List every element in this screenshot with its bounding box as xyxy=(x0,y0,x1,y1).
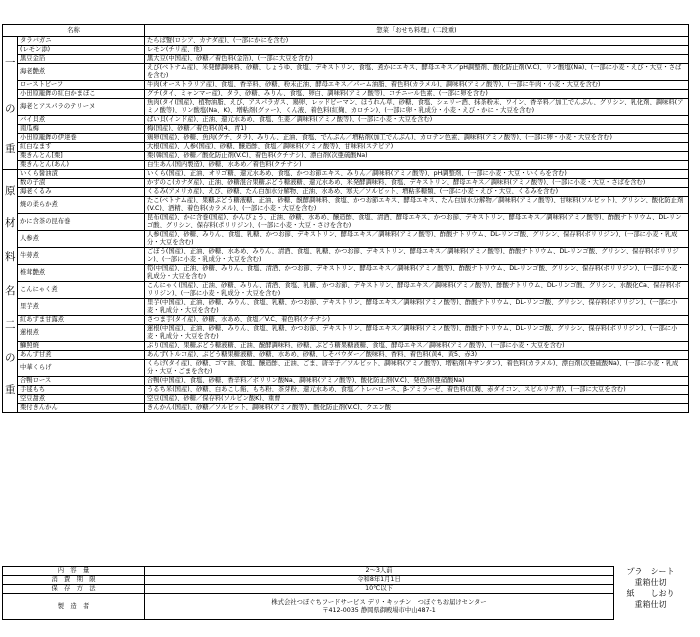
tier2-section-label xyxy=(3,170,18,413)
header-row xyxy=(3,25,689,37)
tier1-section-char: 一 xyxy=(5,57,16,69)
item-name: 中華くらげ xyxy=(18,360,145,377)
item-name: 栗きんとん[栗] xyxy=(18,152,145,161)
item-ingredients: 大根(国産)、人参(国産)、砂糖、醸造酢、食塩／調味料(アミノ酸等)、甘味料(ステビア) xyxy=(145,143,689,152)
ingredient-row xyxy=(3,55,689,64)
item-ingredients: レモン(チリ産、他) xyxy=(145,46,689,55)
item-ingredients: かずのこ(カナダ産)、正油、砂糖混合果糖ぶどう糖液糖、還元水あめ、米発酵調味料、食塩、デキストリン、酵母エキス／調味料(アミノ酸等)、(一部に小麦・大豆・さばを含む) xyxy=(145,179,689,188)
packaging-note-3: 紙 しおり xyxy=(626,589,675,598)
item-ingredients: 栗(韓国産)、砂糖／酸化防止剤(V.C)、着色料(クチナシ)、漂白剤(次亜硫酸Na) xyxy=(145,152,689,161)
packaging-note-4: 重箱仕切 xyxy=(634,600,667,609)
item-ingredients: 牛肉(オーストラリア産)、食塩、香辛料、砂糖、粉末正油、酵母エキス／パーム油脂、着色料(カラメル)、調味料(アミノ酸等)、(一部に牛肉・小麦・大豆を含む) xyxy=(145,81,689,90)
ingredient-row xyxy=(3,99,689,116)
item-name: 空豆甜煮 xyxy=(18,395,145,404)
maker-label: 製 造 者 xyxy=(3,594,145,620)
ingredient-row xyxy=(3,197,689,214)
item-name: バイ貝煮 xyxy=(18,116,145,125)
footer-table xyxy=(2,566,614,620)
item-ingredients: 鶏卵(国産)、砂糖、魚肉(グチ、タラ)、みりん、正油、食塩、でんぷん／増粘剤(加工でんぷん)、カロテン色素、調味料(アミノ酸等)、(一部に卵・小麦・大豆を含む) xyxy=(145,134,689,143)
ingredient-row xyxy=(3,360,689,377)
item-name: 黒豆金箔 xyxy=(18,55,145,64)
item-ingredients: 黒大豆(中国産)、砂糖／着色料(金箔)、(一部に大豆を含む) xyxy=(145,55,689,64)
ingredient-row xyxy=(3,170,689,179)
maker-address: 〒412-0035 静岡県御殿場市中山487-1 xyxy=(322,606,436,614)
ingredient-row xyxy=(3,299,689,316)
item-name: 栗付きんかん xyxy=(18,404,145,413)
item-ingredients: たらば蟹(ロシア、カナダ産)、(一部にかにを含む) xyxy=(145,37,689,46)
maker-info xyxy=(145,594,614,620)
item-name: いくら醤油漬 xyxy=(18,170,145,179)
ingredient-row xyxy=(3,325,689,342)
item-name: 里芋煮 xyxy=(18,299,145,316)
item-name: 海老艶煮 xyxy=(18,64,145,81)
ingredient-row xyxy=(3,116,689,125)
ingredient-row xyxy=(3,188,689,197)
content-amount-label: 内 容 量 xyxy=(3,567,145,576)
ingredient-row xyxy=(3,386,689,395)
tier2-section-char: 料 xyxy=(5,251,16,263)
ingredient-row xyxy=(3,179,689,188)
item-ingredients: ばい貝(インド産)、正油、還元水あめ、食塩、生姜／調味料(アミノ酸等)、(一部に小麦・大豆を含む) xyxy=(145,116,689,125)
tier2-section-char: 材 xyxy=(5,217,16,229)
name-column-header: 名称 xyxy=(3,25,145,37)
ingredient-row xyxy=(3,143,689,152)
expiry-value: 令和8年1月1日 xyxy=(145,576,614,585)
ingredient-row xyxy=(3,265,689,282)
item-ingredients: ごぼう(国産)、正油、砂糖、水あめ、みりん、清酒、食塩、乳糖、かつお節、デキストリン、酵母エキス／調味料(アミノ酸等)、酢酸ナトリウム、DL-リンゴ酸、グリシン、保存料(ポリリジン)、(一部に小麦・乳成分・大豆を含む) xyxy=(145,248,689,265)
item-ingredients: たこ(ベトナム産)、果糖ぶどう糖液糖、正油、砂糖、醗酵調味料、食塩、かつお節エキス、酵母エキス、たん白加水分解物／調味料(アミノ酸等)、甘味料(ソルビット)、グリシン、酸化防止剤(V.C)、酒精、着色料(カラメル)、(一部に小麦・大豆を含む) xyxy=(145,197,689,214)
item-name: 紅白なます xyxy=(18,143,145,152)
ingredient-table xyxy=(2,24,689,413)
item-name: 蓮根煮 xyxy=(18,325,145,342)
item-ingredients: こんにゃく(国産)、正油、砂糖、みりん、清酒、食塩、乳糖、かつお節、デキストリン、酵母エキス／調味料(アミノ酸等)、酢酸ナトリウム、DL-リンゴ酸、グリシン、水酸化Ca、保存料(ポリリジン)、(一部に小麦・乳成分・大豆を含む) xyxy=(145,282,689,299)
item-name: 栗きんとん(あん) xyxy=(18,161,145,170)
ingredient-row xyxy=(3,351,689,360)
item-name: 椎茸艶煮 xyxy=(18,265,145,282)
item-ingredients: くるみ(アメリカ産)、えび、砂糖、たん白加水分解物、正油、水あめ、寒天／ソルビット、増粘多糖類、(一部に小麦・えび・大豆、くるみを含む) xyxy=(145,188,689,197)
ingredient-row xyxy=(3,125,689,134)
item-ingredients: 白生あん(国内製造)、砂糖、水あめ／着色料(クチナシ) xyxy=(145,161,689,170)
item-name: 焼の柔らか煮 xyxy=(18,197,145,214)
packaging-note xyxy=(613,566,688,610)
item-name: ローストビーフ xyxy=(18,81,145,90)
ingredient-row xyxy=(3,248,689,265)
ingredient-row xyxy=(3,395,689,404)
ingredient-row xyxy=(3,377,689,386)
ingredient-row xyxy=(3,161,689,170)
item-ingredients: きんかん(国産)、砂糖／ソルビット、調味料(アミノ酸等)、酸化防止剤(V.C)、クエン酸 xyxy=(145,404,689,413)
item-ingredients: ぶり(国産)、果糖ぶどう糖液糖、正油、醗酵調味料、砂糖、ぶどう糖果糖液糖、食塩、酵母エキス／調味料(アミノ酸等)、(一部に小麦・大豆を含む) xyxy=(145,342,689,351)
item-ingredients: 筍(中国産)、正油、砂糖、みりん、食塩、清酒、かつお節、デキストリン、酵母エキス／調味料(アミノ酸等)、酢酸ナトリウム、DL-リンゴ酸、グリシン、保存料(ポリリジン)、(一部に小麦・乳成分・大豆を含む) xyxy=(145,265,689,282)
tier1-section-char: の xyxy=(5,103,16,115)
ingredient-row xyxy=(3,64,689,81)
tier2-section-char: 重 xyxy=(5,384,16,396)
item-name: 数の子漬 xyxy=(18,179,145,188)
tier2-section-char: の xyxy=(5,352,16,364)
item-name: 人参煮 xyxy=(18,231,145,248)
ingredient-row xyxy=(3,316,689,325)
ingredient-row xyxy=(3,214,689,231)
item-ingredients: 里芋(中国産)、正油、砂糖、みりん、食塩、乳糖、かつお節、デキストリン、酵母エキス／調味料(アミノ酸等)、酢酸ナトリウム、DL-リンゴ酸、グリシン、保存料(ポリリジン)、(一部に小麦・乳成分・大豆を含む) xyxy=(145,299,689,316)
item-ingredients: いくら(国産)、正油、オリゴ糖、還元水あめ、食塩、かつお節エキス、みりん／調味料(アミノ酸等)、pH調整剤、(一部に小麦・大豆・いくらを含む) xyxy=(145,170,689,179)
ingredient-row xyxy=(3,282,689,299)
ingredient-row xyxy=(3,342,689,351)
tier2-section-char: 二 xyxy=(5,319,16,331)
ingredient-row xyxy=(3,404,689,413)
item-name: あんず甘煮 xyxy=(18,351,145,360)
item-ingredients: 昆布(国産)、かに含巻(国産)、かんぴょう、正油、砂糖、水あめ、醸造酢、食塩、清酒、酵母エキス、かつお節、デキストリン、酵母エキス／調味料(アミノ酸等)、酢酸ナトリウム、DL-リンゴ酸、グリシン、保存料(ポリリジン)、(一部に小麦・大豆・さけを含む) xyxy=(145,214,689,231)
maker-name: 株式会社つぼぐちフードサービス デリ・キッチン つぼぐちお届けセンター xyxy=(271,598,487,606)
item-name: 小田原籠鉾の伊達巻 xyxy=(18,134,145,143)
content-column-header: 惣菜「おせち料理」(二段重) xyxy=(145,25,689,37)
tier2-section-char: 原 xyxy=(5,185,16,197)
item-ingredients: えび(ベトナム産)、米発酵調味料、砂糖、しょうゆ、食塩、デキストリン、食塩、煮かにエキス、酵母エキス／pH調整剤、酸化防止剤(V.C)、リン酸塩(Na)、(一部に小麦・えび・大豆・さばを含む) xyxy=(145,64,689,81)
item-name: 小田原籠鉾の紅白かまぼこ xyxy=(18,90,145,99)
item-ingredients: うるち米(国産)、砂糖、白あこし餡、もち粉、茶芽粉、還元水あめ、食塩／トレハロース、β-アミラーゼ、着色料(紅麹、赤ダイコン、スピルリナ青)、(一部に大豆を含む) xyxy=(145,386,689,395)
item-name: かに含茶の昆布巻 xyxy=(18,214,145,231)
item-name: 海老とアスパラのテリーヌ xyxy=(18,99,145,116)
item-ingredients: 合鴨(中国産)、食塩、砂糖、香辛料／ポリリン酸Na、調味料(アミノ酸等)、酸化防止剤(V.C)、発色剤(亜硝酸Na) xyxy=(145,377,689,386)
item-ingredients: あんず(トルコ産)、ぶどう糖果糖液糖、砂糖、水あめ、砂糖、しそバウダー／酸味料、香料、着色料(黄4、黄5、赤3) xyxy=(145,351,689,360)
ingredient-row xyxy=(3,37,689,46)
ingredient-row xyxy=(3,81,689,90)
expiry-label: 消 費 期 限 xyxy=(3,576,145,585)
item-ingredients: 魚肉(タイ(国産)、植物油脂、えび、アスパラガス、鶏卵、レッドピーマン、ほうれん草、砂糖、食塩、シェリー酒、抹茶粉末、ワイン、香辛料／加工でんぷん、グリシン、乳化剤、調味料(アミノ酸等)、リン酸塩(Na、K)、増粘剤(グァー)、くん液、着色料(紅麹、カロチン)、(一部に卵・乳成分・小麦・えび・かに・大豆を含む) xyxy=(145,99,689,116)
item-name: タラバガニ xyxy=(18,37,145,46)
item-ingredients: 蓮根(中国産)、正油、砂糖、みりん、食塩、乳糖、かつお節、デキストリン、酵母エキス／調味料(アミノ酸等)、酢酸ナトリウム、DL-リンゴ酸、グリシン、保存料(ポリリジン)、(一部に小麦・乳成分・大豆を含む) xyxy=(145,325,689,342)
item-name: 海老くるみ xyxy=(18,188,145,197)
content-amount-value: 2～3人前 xyxy=(145,567,614,576)
item-name: 合鴨ロース xyxy=(18,377,145,386)
item-name: (レモン添) xyxy=(18,46,145,55)
tier1-section-char: 重 xyxy=(5,143,16,155)
item-name: 牛蒡煮 xyxy=(18,248,145,265)
item-ingredients: くらげ(タイ産)、砂糖、ゴマ油、食塩、醸造酢、正油、ごま、唐辛子／ソルビット、調味料(アミノ酸等)、増粘剤(キサンタン)、着色料(カラメル)、漂白剤(次亜硫酸Na)、(一部に小麦・乳成分・大豆・ごまを含む) xyxy=(145,360,689,377)
tier1-section-label xyxy=(3,37,18,170)
ingredient-row xyxy=(3,152,689,161)
item-name: 鰤照焼 xyxy=(18,342,145,351)
ingredient-row xyxy=(3,134,689,143)
storage-value: 10℃以下 xyxy=(145,585,614,594)
packaging-note-2: 重箱仕切 xyxy=(634,578,667,587)
item-ingredients: 人参(国産)、砂糖、みりん、食塩、乳糖、かつお節、デキストリン、酵母エキス／調味料(アミノ酸等)、酢酸ナトリウム、DL-リンゴ酸、グリシン、保存料(ポリリジン)、(一部に小麦・乳成分・大豆を含む) xyxy=(145,231,689,248)
item-name: 紅あずま甘露煮 xyxy=(18,316,145,325)
tier2-section-char: 名 xyxy=(5,285,16,297)
item-name: 南瓜梅 xyxy=(18,125,145,134)
packaging-note-1: プラ シート xyxy=(626,567,675,576)
ingredient-row xyxy=(3,231,689,248)
item-ingredients: 空豆(国産)、砂糖／保存料(ソルビン酸K)、重曹 xyxy=(145,395,689,404)
item-ingredients: 梅(国産)、砂糖／着色料(黄4、青1) xyxy=(145,125,689,134)
ingredient-row xyxy=(3,90,689,99)
ingredient-row xyxy=(3,46,689,55)
storage-label: 保 存 方 法 xyxy=(3,585,145,594)
item-ingredients: さつま芋(タイ産)、砂糖、水あめ、食塩／V.C、着色料(クチナシ) xyxy=(145,316,689,325)
item-name: 手毬もち xyxy=(18,386,145,395)
item-ingredients: グチ(タイ、ミャンマー産)、タラ、砂糖、みりん、食塩、卵白、調味料(アミノ酸等)、コチニール色素、(一部に卵を含む) xyxy=(145,90,689,99)
item-name: こんにゃく煮 xyxy=(18,282,145,299)
